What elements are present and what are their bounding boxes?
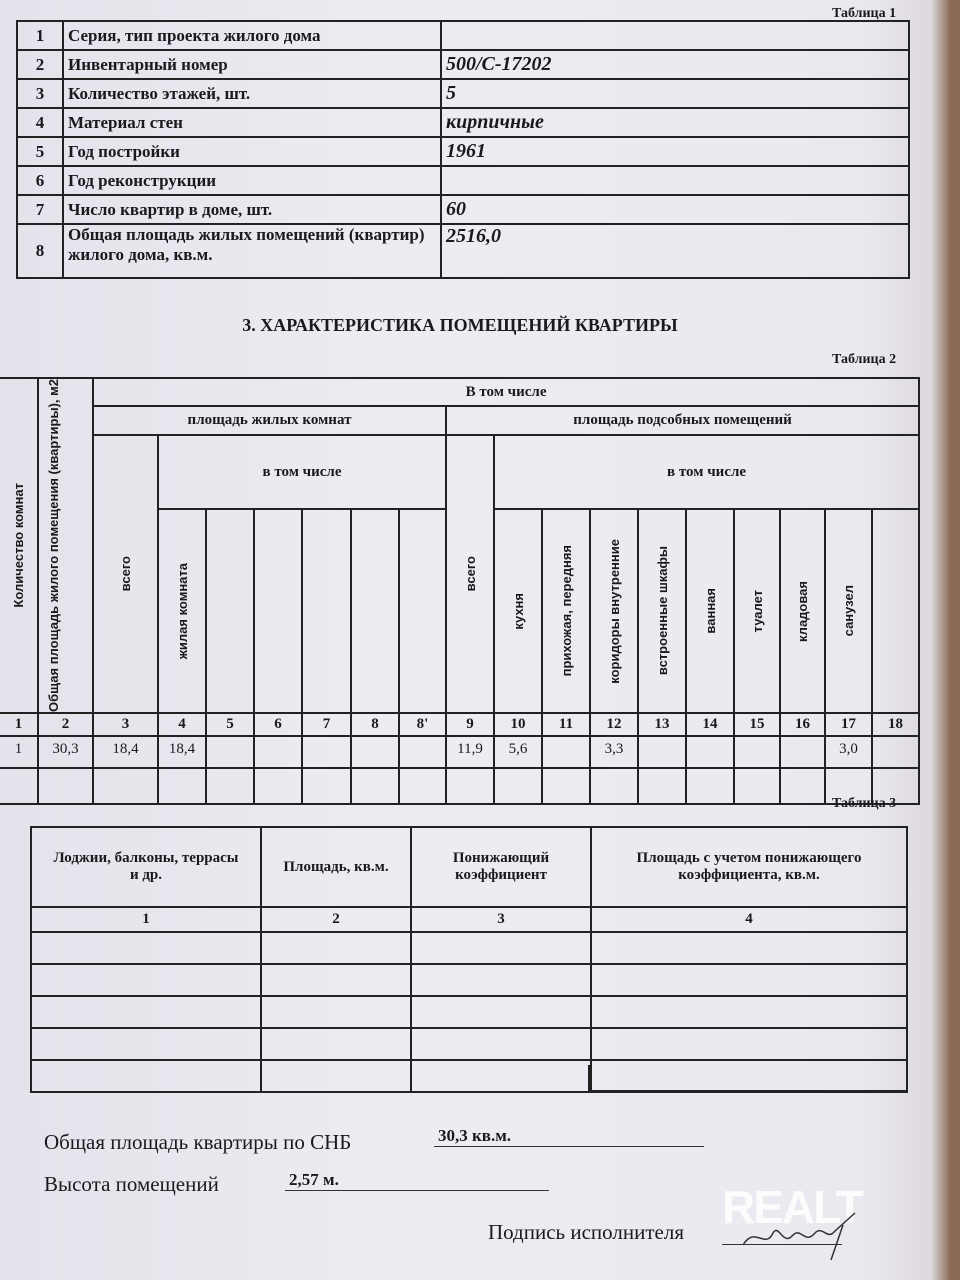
data-cell: 5,6: [494, 736, 542, 768]
data-cell: 1: [0, 736, 38, 768]
aux-col-header: встроенные шкафы: [654, 546, 670, 676]
empty-cell: [93, 768, 158, 804]
column-number: 8: [351, 713, 399, 736]
empty-cell: [446, 768, 494, 804]
empty-cell: [206, 768, 254, 804]
total-area-label: Общая площадь квартиры по СНБ: [44, 1130, 352, 1154]
data-cell: [206, 736, 254, 768]
table3-header: Площадь с учетом понижающего коэффициента, кв.м.: [591, 827, 907, 907]
column-number: 4: [158, 713, 206, 736]
balconies-table: [30, 826, 908, 1093]
table1-caption: Таблица 1: [832, 6, 897, 21]
table1-row: [17, 21, 909, 50]
row-number: 4: [17, 108, 63, 137]
data-cell: [302, 736, 351, 768]
column-number: 9: [446, 713, 494, 736]
data-cell: 3,3: [590, 736, 638, 768]
height-value: 2,57 м.: [285, 1170, 549, 1191]
aux-col-header: коридоры внутренние: [606, 538, 622, 684]
data-cell: [254, 736, 302, 768]
empty-cell: [780, 768, 825, 804]
column-number: 6: [254, 713, 302, 736]
table1-row: [17, 108, 909, 137]
row-number: 7: [17, 195, 63, 224]
table3-header: Понижающий коэффициент: [411, 827, 591, 907]
row-label: Серия, тип проекта жилого дома: [63, 21, 441, 50]
data-cell: 18,4: [93, 736, 158, 768]
realt-watermark: REALT: [722, 1181, 862, 1233]
row-value: [441, 21, 909, 50]
aux-col-header: кухня: [510, 592, 526, 630]
row-label: Общая площадь жилых помещений (квартир) жилого дома, кв.м.: [63, 224, 441, 278]
empty-cell: [351, 768, 399, 804]
column-number: 16: [780, 713, 825, 736]
signature-label: Подпись исполнителя: [488, 1220, 684, 1244]
table1-row: [17, 50, 909, 79]
table2-caption: Таблица 2: [832, 352, 897, 367]
row-value: [441, 166, 909, 195]
empty-cell: [38, 768, 93, 804]
table3-extra-cell: [588, 1065, 908, 1092]
column-number: 7: [302, 713, 351, 736]
table3-column-number: 1: [31, 907, 261, 932]
empty-cell: [399, 768, 446, 804]
column-number: 12: [590, 713, 638, 736]
aux-area-header: площадь подсобных помещений: [446, 406, 919, 435]
column-number: 18: [872, 713, 919, 736]
aux-col-header: туалет: [749, 589, 765, 633]
row-number: 8: [17, 224, 63, 278]
row-number: 2: [17, 50, 63, 79]
row-value: 2516,0: [441, 224, 909, 278]
empty-cell: [542, 768, 590, 804]
table1-row: [17, 166, 909, 195]
empty-cell: [158, 768, 206, 804]
table3-caption: Таблица 3: [832, 796, 897, 811]
row-label: Год постройки: [63, 137, 441, 166]
table1-row: [17, 224, 909, 278]
column-number: 2: [38, 713, 93, 736]
column-number: 8': [399, 713, 446, 736]
col-living-total: всего: [118, 556, 133, 592]
column-number: 15: [734, 713, 780, 736]
col-aux-total: всего: [462, 556, 478, 592]
empty-cell: [734, 768, 780, 804]
column-number: 13: [638, 713, 686, 736]
row-label: Инвентарный номер: [63, 50, 441, 79]
living-including-header: в том числе: [158, 435, 446, 509]
table3-column-number: 3: [411, 907, 591, 932]
section-title: 3. ХАРАКТЕРИСТИКА ПОМЕЩЕНИЙ КВАРТИРЫ: [242, 315, 678, 335]
empty-cell: [302, 768, 351, 804]
row-number: 5: [17, 137, 63, 166]
aux-col-header: санузел: [841, 585, 856, 637]
building-info-table: [16, 20, 910, 279]
data-cell: 30,3: [38, 736, 93, 768]
empty-cell: [686, 768, 734, 804]
aux-including-header: в том числе: [494, 435, 919, 509]
data-cell: [351, 736, 399, 768]
aux-col-header: кладовая: [795, 580, 810, 642]
height-label: Высота помещений: [44, 1172, 219, 1196]
data-cell: [734, 736, 780, 768]
data-cell: [542, 736, 590, 768]
row-value: 60: [441, 195, 909, 224]
row-label: Количество этажей, шт.: [63, 79, 441, 108]
row-label: Материал стен: [63, 108, 441, 137]
empty-cell: [590, 768, 638, 804]
data-cell: 18,4: [158, 736, 206, 768]
row-value: 500/С-17202: [441, 50, 909, 79]
column-number: 14: [686, 713, 734, 736]
aux-col-header: прихожая, передняя: [558, 545, 574, 677]
column-number: 10: [494, 713, 542, 736]
empty-cell: [254, 768, 302, 804]
row-value: 1961: [441, 137, 909, 166]
row-number: 3: [17, 79, 63, 108]
table3-header: Лоджии, балконы, террасы и др.: [31, 827, 261, 907]
table3-column-number: 2: [261, 907, 411, 932]
row-label: Год реконструкции: [63, 166, 441, 195]
row-label: Число квартир в доме, шт.: [63, 195, 441, 224]
column-number: 5: [206, 713, 254, 736]
data-cell: 11,9: [446, 736, 494, 768]
living-area-header: площадь жилых комнат: [93, 406, 446, 435]
table3-column-number: 4: [591, 907, 907, 932]
data-cell: [872, 736, 919, 768]
table1-row: [17, 195, 909, 224]
table3-header: Площадь, кв.м.: [261, 827, 411, 907]
table1-row: [17, 79, 909, 108]
col-rooms: Количество комнат: [11, 483, 26, 608]
empty-cell: [638, 768, 686, 804]
data-cell: 3,0: [825, 736, 872, 768]
column-number: 3: [93, 713, 158, 736]
empty-cell: [494, 768, 542, 804]
rooms-table: [0, 377, 920, 805]
col-total-area: Общая площадь жилого помещения (квартиры), м2: [45, 379, 61, 712]
column-number: 1: [0, 713, 38, 736]
row-number: 6: [17, 166, 63, 195]
column-number: 11: [542, 713, 590, 736]
table1-row: [17, 137, 909, 166]
total-area-value: 30,3 кв.м.: [434, 1126, 704, 1147]
data-cell: [399, 736, 446, 768]
column-number: 17: [825, 713, 872, 736]
col-living-room: жилая комната: [174, 562, 190, 660]
row-number: 1: [17, 21, 63, 50]
signature-icon: [735, 1205, 875, 1265]
aux-col-header: ванная: [702, 588, 718, 634]
in-total-header: В том числе: [93, 378, 919, 406]
row-value: кирпичные: [441, 108, 909, 137]
data-cell: [638, 736, 686, 768]
data-cell: [780, 736, 825, 768]
row-value: 5: [441, 79, 909, 108]
data-cell: [686, 736, 734, 768]
empty-cell: [0, 768, 38, 804]
